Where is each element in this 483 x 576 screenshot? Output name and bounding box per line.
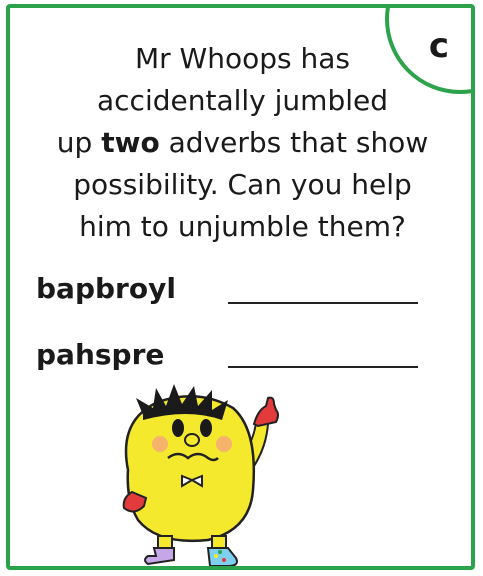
difficulty-label: c: [428, 26, 449, 66]
jumbled-word-2: pahspre: [36, 338, 165, 371]
left-cheek: [152, 436, 168, 452]
activity-card: [6, 4, 475, 570]
sock-dot: [214, 554, 218, 558]
pointing-hand: [254, 398, 278, 426]
right-eye: [200, 419, 212, 437]
answer-line-2[interactable]: [228, 366, 418, 368]
right-cheek: [216, 436, 232, 452]
question-line: Mr Whoops has: [134, 42, 351, 75]
question-line: possibility. Can you help: [73, 168, 412, 201]
nose: [185, 434, 199, 446]
right-sock: [208, 548, 237, 566]
question-fragment: up: [56, 126, 102, 159]
left-eye: [172, 419, 184, 437]
question-fragment: adverbs that show: [159, 126, 429, 159]
question-line: accidentally jumbled: [97, 84, 388, 117]
sock-dot: [222, 558, 226, 562]
left-sock: [145, 548, 174, 564]
question-text: [10, 38, 475, 248]
mr-whoops-illustration: [108, 380, 298, 570]
sock-dot: [218, 550, 222, 554]
question-line: him to unjumble them?: [79, 210, 406, 243]
emphasis-word: two: [101, 126, 160, 159]
jumbled-word-1: bapbroyl: [36, 272, 176, 305]
answer-line-1[interactable]: [228, 302, 418, 304]
question-line: [10, 122, 475, 164]
